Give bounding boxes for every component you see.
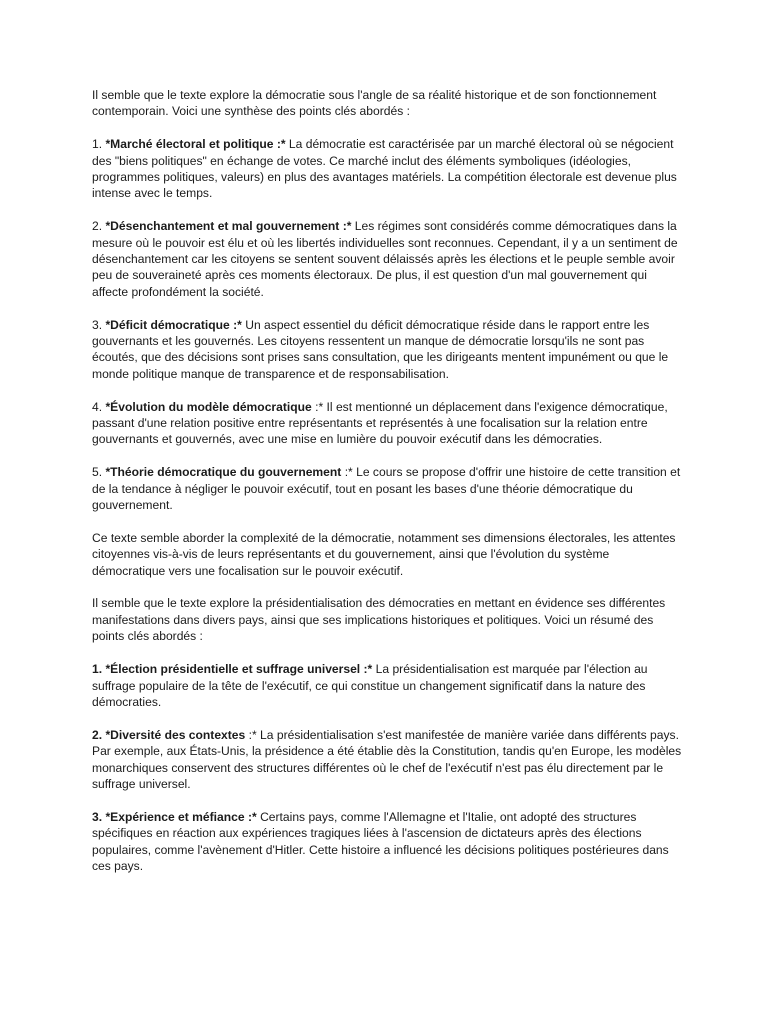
second-point-2-paragraph — [92, 727, 682, 793]
paragraph-text: :* Le cours se propose d'offrir une histoire de cette transition et de la tendance à négliger le pouvoir exécutif, tout en posant les bases d'une théorie démocratique du gouvernement. — [92, 465, 681, 513]
paragraph-text: Les régimes sont considérés comme démocratiques dans la mesure où le pouvoir est élu et où les libertés individuelles sont reconnues. Cependant, il y a un sentiment de désenchantement car les citoyens se sentent souvent délaissés après les élections et le peuple semble avoir peu de souveraineté après ces moments électoraux. De plus, il est question d'un mal gouvernement qui affecte profondément la société. — [92, 219, 678, 299]
paragraph-prefix: 2. — [92, 219, 106, 234]
paragraph-text: Certains pays, comme l'Allemagne et l'Italie, ont adopté des structures spécifiques en réaction aux expériences tragiques liées à l'ascension de dictateurs après des élections populaires, comme l'avènement d'Hitler. Cette histoire a influencé les décisions politiques postérieures dans ces pays. — [92, 809, 669, 873]
paragraph-text: Ce texte semble aborder la complexité de la démocratie, notamment ses dimensions électorales, les attentes citoyennes vis-à-vis de leurs représentants et du gouvernement, ainsi que l'évolution du système démocratique vers une focalisation sur le pouvoir exécutif. — [92, 530, 676, 578]
second-point-1-paragraph — [92, 661, 682, 710]
paragraph-heading: *Théorie démocratique du gouvernement — [105, 465, 342, 480]
point-2-paragraph — [92, 218, 682, 300]
paragraph-text: Il semble que le texte explore la démocratie sous l'angle de sa réalité historique et de son fonctionnement contemporain. Voici une synthèse des points clés abordés : — [92, 88, 657, 119]
paragraph-text: La démocratie est caractérisée par un marché électoral où se négocient des "biens politiques" en échange de votes. Ce marché inclut des éléments symboliques (idéologies, programmes politiques, valeurs) en plus des avantages matériels. La compétition électorale est devenue plus intense avec le temps. — [92, 137, 677, 201]
point-5-paragraph — [92, 464, 682, 513]
paragraph-heading: *Déficit démocratique :* — [105, 317, 242, 332]
paragraph-heading: 2. *Diversité des contextes — [92, 727, 246, 742]
intro-paragraph — [92, 87, 682, 120]
paragraph-prefix: 3. — [92, 317, 106, 332]
second-point-3-paragraph — [92, 809, 682, 875]
paragraph-text: Il semble que le texte explore la présidentialisation des démocraties en mettant en évidence ses différentes manifestations dans divers pays, ainsi que ses implications historiques et politiques. Voici un résumé des points clés abordés : — [92, 596, 666, 644]
second-intro-paragraph — [92, 595, 682, 644]
paragraph-heading: 1. *Élection présidentielle et suffrage universel :* — [92, 662, 373, 677]
paragraph-prefix: 4. — [92, 399, 106, 414]
paragraph-text: Un aspect essentiel du déficit démocratique réside dans le rapport entre les gouvernants et les gouvernés. Les citoyens ressentent un manque de démocratie lorsqu'ils ne sont pas écoutés, que des décisions sont prises sans consultation, que les dirigeants mentent impunément ou que le monde politique manque de transparence et de responsabilisation. — [92, 317, 669, 381]
point-4-paragraph — [92, 399, 682, 448]
paragraph-prefix: 1. — [92, 137, 106, 152]
paragraph-text: :* Il est mentionné un déplacement dans l'exigence démocratique, passant d'une relation positive entre représentants et représentés à une focalisation sur la relation entre gouvernants et gouvernés, avec une mise en lumière du pouvoir exécutif dans les démocraties. — [92, 399, 668, 447]
point-3-paragraph — [92, 317, 682, 383]
summary-paragraph — [92, 530, 682, 579]
point-1-paragraph — [92, 136, 682, 202]
paragraph-prefix: 5. — [92, 465, 106, 480]
paragraph-text: :* La présidentialisation s'est manifestée de manière variée dans différents pays. Par exemple, aux États-Unis, la présidence a été établie dès la Constitution, tandis qu'en Europe, les modèles monarchiques conservent des structures différentes où le chef de l'exécutif n'est pas élu directement par le suffrage universel. — [92, 727, 682, 791]
document-page — [92, 87, 682, 891]
paragraph-heading: *Désenchantement et mal gouvernement :* — [105, 219, 352, 234]
paragraph-text: La présidentialisation est marquée par l'élection au suffrage populaire de la tête de l'exécutif, ce qui constitue un changement significatif dans la nature des démocraties. — [92, 662, 648, 709]
paragraph-heading: *Marché électoral et politique :* — [105, 137, 286, 152]
paragraph-heading: 3. *Expérience et méfiance :* — [92, 809, 257, 824]
paragraph-heading: *Évolution du modèle démocratique — [105, 399, 312, 414]
